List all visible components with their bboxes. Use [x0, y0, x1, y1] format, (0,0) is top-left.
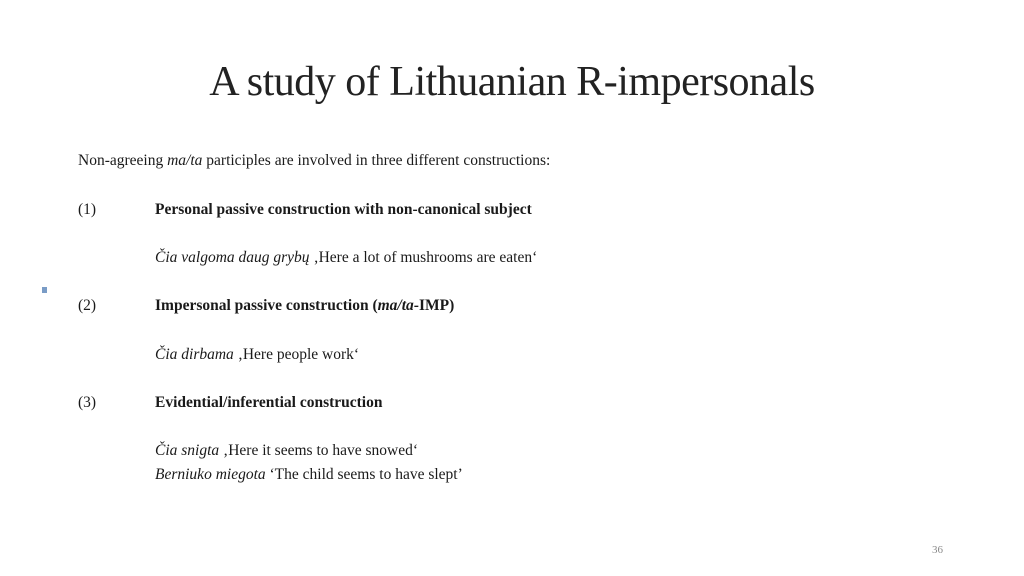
item-1-number: (1): [78, 201, 97, 218]
item-3-example-1: [155, 442, 418, 460]
intro-before: Non-agreeing: [78, 152, 168, 169]
item-1-example-1: [155, 249, 537, 267]
item-2-heading-post: -IMP): [413, 297, 455, 314]
item-2-number: (2): [78, 297, 97, 314]
intro-term: ma/ta: [167, 152, 203, 169]
item-3-heading: [155, 394, 382, 412]
item-2-heading-pre: Impersonal passive construction (: [155, 297, 378, 314]
slide-marker: [42, 287, 47, 293]
page-number: 36: [932, 544, 943, 556]
item-1-heading: [155, 201, 532, 219]
item-2-example-1: [155, 346, 359, 364]
example-gloss: ‚Here a lot of mushrooms are eaten‘: [309, 249, 538, 266]
example-lithuanian: Čia snigta: [155, 442, 220, 459]
intro-after: participles are involved in three different constructions:: [202, 152, 551, 169]
item-1-heading-pre: Personal passive construction with non-canonical subject: [155, 201, 532, 218]
example-lithuanian: Čia valgoma daug grybų: [155, 249, 310, 266]
item-3-number: (3): [78, 394, 97, 411]
item-2-heading-term: ma/ta: [377, 297, 414, 314]
item-3-heading-pre: Evidential/inferential construction: [155, 394, 383, 411]
intro-text: [78, 152, 550, 170]
slide-title: A study of Lithuanian R-impersonals: [209, 59, 815, 105]
example-gloss: ‘The child seems to have slept’: [265, 466, 463, 483]
item-3-example-2: [155, 466, 463, 484]
example-lithuanian: Čia dirbama: [155, 346, 234, 363]
example-gloss: ‚Here it seems to have snowed‘: [219, 442, 419, 459]
example-gloss: ‚Here people work‘: [233, 346, 360, 363]
example-lithuanian: Berniuko miegota: [155, 466, 266, 483]
item-2-heading: [155, 297, 454, 315]
